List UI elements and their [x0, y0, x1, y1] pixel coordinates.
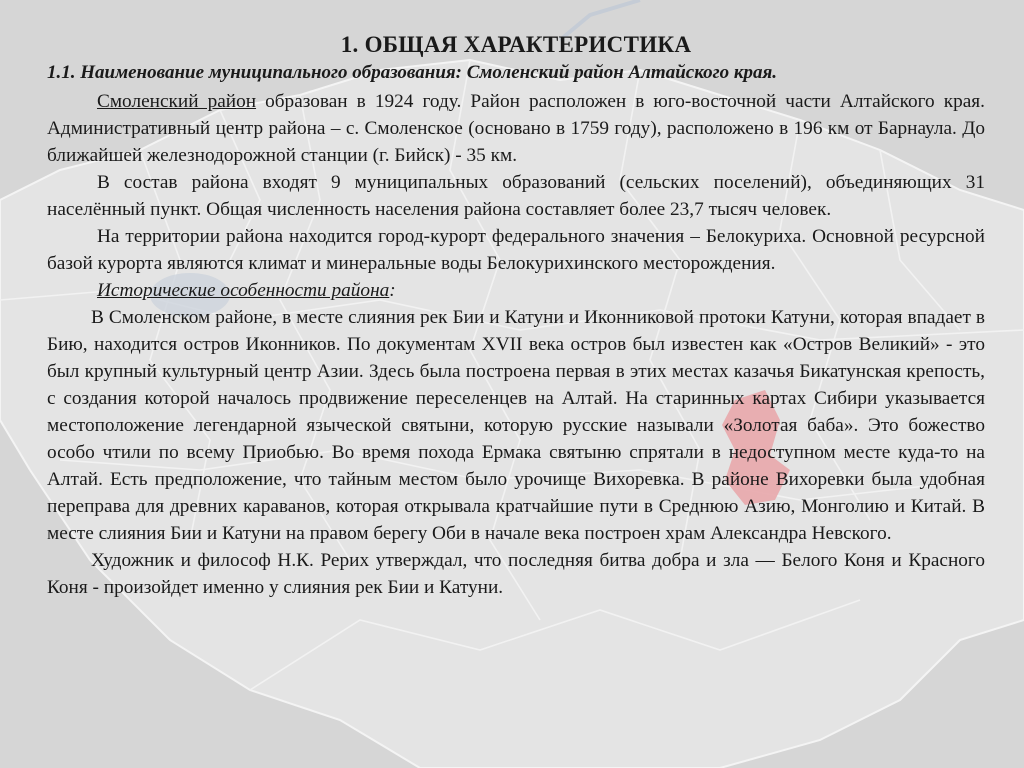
historical-heading	[47, 277, 985, 304]
paragraph-history: В Смоленском районе, в месте слияния рек Бии и Катуни и Иконниковой протоки Катуни, которая впадает в Бию, находится остров Иконников. По документам XVII века остров был известен как «Остров Великий» - это был крупный культурный центр Азии. Здесь была построена первая в этих местах казачья Бикатунская крепость, с создания которой началось продвижение переселенцев на Алтай. На старинных картах Сибири указывается местоположение легендарной языческой святыни, которую русские называли «Золотая баба». Это божество особо чтили по всему Приобью. Во время похода Ермака святыню спрятали в недоступном месте куда-то на Алтай. Есть предположение, что тайным местом было урочище Вихоревка. В районе Вихоревки была удобная переправа для древних караванов, которая открывала кратчайшие пути в Среднюю Азию, Монголию и Китай. В месте слияния Бии и Катуни на правом берегу Оби в начале века построен храм Александра Невского.	[47, 307, 985, 544]
paragraph-municipalities: В состав района входят 9 муниципальных образований (сельских поселений), объединяющих 31 населённый пункт. Общая численность населения района составляет более 23,7 тысяч человек.	[47, 172, 985, 220]
section-subtitle: 1.1. Наименование муниципального образования: Смоленский район Алтайского края.	[47, 62, 778, 83]
paragraph-resort: На территории района находится город-курорт федерального значения – Белокуриха. Основной ресурсной базой курорта являются климат и минеральные воды Белокурихинского месторождения.	[47, 226, 985, 274]
paragraph-founding	[47, 88, 985, 169]
district-name-link: Смоленский район	[97, 91, 257, 112]
page-title: 1. ОБЩАЯ ХАРАКТЕРИСТИКА	[340, 32, 692, 57]
paragraph-founding-text: образован в 1924 году. Район расположен в юго-восточной части Алтайского края. Административный центр района – с. Смоленское (основано в 1759 году), расположено в 196 км от Барнаула. До ближайшей железнодорожной станции (г. Бийск) - 35 км.	[47, 91, 985, 166]
document-body	[47, 30, 985, 601]
historical-heading-label: Исторические особенности района	[97, 280, 390, 301]
paragraph-roerich: Художник и философ Н.К. Рерих утверждал, что последняя битва добра и зла — Белого Коня и Красного Коня - произойдет именно у слияния рек Бии и Катуни.	[47, 550, 985, 598]
historical-heading-colon: :	[389, 280, 396, 301]
